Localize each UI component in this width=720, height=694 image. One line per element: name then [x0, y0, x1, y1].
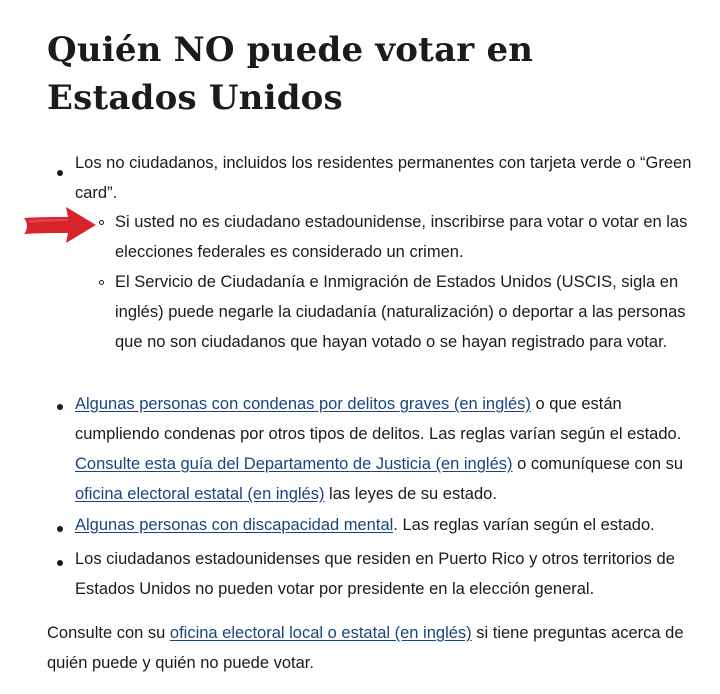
local-state-office-link[interactable]: oficina electoral local o estatal (en inglés)	[169, 624, 472, 642]
list-item-mental-disability	[75, 510, 705, 540]
bullet-icon	[57, 404, 63, 410]
felony-text-1: o que están cumpliendo condenas por otros tipos de delitos. Las reglas varían según el estado.	[75, 395, 682, 443]
sub-item-uscis: El Servicio de Ciudadanía e Inmigración de Estados Unidos (USCIS, sigla en inglés) puede negarle la ciudadanía (naturalización) o deportar a las personas que no son ciudadanos que hayan votado o se hayan registrado para votar.	[115, 273, 686, 351]
justice-guide-link[interactable]: Consulte esta guía del Departamento de Justicia (en inglés)	[75, 455, 513, 473]
bullet-icon	[57, 526, 63, 532]
mental-disability-text: . Las reglas varían según el estado.	[393, 516, 655, 534]
felony-text-3: las leyes de su estado.	[324, 485, 497, 503]
circle-bullet-icon	[99, 280, 104, 285]
list-item-puerto-rico: Los ciudadanos estadounidenses que residen en Puerto Rico y otros territorios de Estados Unidos no pueden votar por presidente en la elección general.	[75, 550, 675, 598]
contact-text-1: Consulte con su	[47, 624, 170, 642]
state-election-office-link[interactable]: oficina electoral estatal (en inglés)	[75, 485, 325, 503]
bullet-icon	[57, 560, 63, 566]
list-item-felony	[75, 389, 705, 509]
red-arrow-icon	[22, 205, 98, 245]
contact-text-2: si tiene preguntas acerca de quién puede y quién no puede votar.	[47, 624, 684, 672]
mental-disability-link[interactable]: Algunas personas con discapacidad mental	[75, 516, 394, 534]
bullet-icon	[57, 170, 63, 176]
page-title: Quién NO puede votar en Estados Unidos	[47, 30, 534, 118]
felony-convictions-link[interactable]: Algunas personas con condenas por delitos graves (en inglés)	[75, 395, 531, 413]
felony-text-2: o comuníquese con su	[512, 455, 684, 473]
circle-bullet-icon	[99, 220, 104, 225]
contact-paragraph	[47, 618, 697, 678]
list-item-non-citizens: Los no ciudadanos, incluidos los residentes permanentes con tarjeta verde o “Green card”.	[75, 154, 692, 202]
sub-item-crime: Si usted no es ciudadano estadounidense, inscribirse para votar o votar en las elecciones federales es considerado un crimen.	[115, 213, 688, 261]
